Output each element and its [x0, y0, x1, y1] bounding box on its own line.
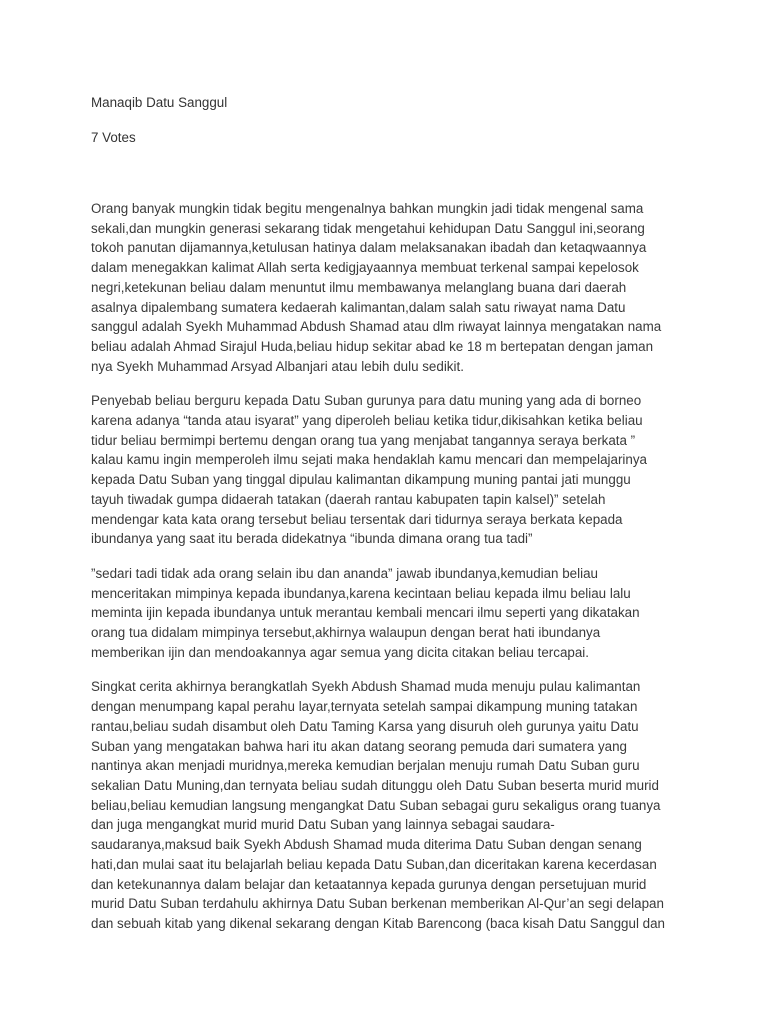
- paragraph-line: beliau adalah Ahmad Sirajul Huda,beliau hidup sekitar abad ke 18 m bertepatan dengan jaman: [91, 338, 654, 354]
- paragraph-line: beliau,beliau kemudian langsung mengangkat Datu Suban sebagai guru sekaligus orang tuanya: [91, 797, 661, 813]
- paragraph-line: dan sebuah kitab yang dikenal sekarang dengan Kitab Barencong (baca kisah Datu Sanggul dan: [91, 915, 665, 931]
- paragraph-line: ibundanya yang saat itu berada didekatnya “ibunda dimana orang tua tadi”: [91, 531, 533, 547]
- paragraph-line: dalam menegakkan kalimat Allah serta kedigjayaannya membuat terkenal sampai kepelosok: [91, 260, 639, 276]
- document-content: [91, 94, 691, 949]
- paragraph-line: ”sedari tadi tidak ada orang selain ibu dan ananda” jawab ibundanya,kemudian beliau: [91, 565, 598, 581]
- paragraph-line: orang tua didalam mimpinya tersebut,akhirnya walaupun dengan berat hati ibundanya: [91, 625, 601, 641]
- paragraph-line: kalau kamu ingin memperoleh ilmu sejati maka hendaklah kamu mencari dan mempelajarinya: [91, 452, 647, 468]
- paragraph-line: karena adanya “tanda atau isyarat” yang diperoleh beliau ketika tidur,dikisahkan ketika beliau: [91, 413, 643, 429]
- votes-count: 7 Votes: [91, 130, 136, 145]
- paragraph-line: negri,ketekunan beliau dalam menuntut ilmu membawanya melanglang buana dari daerah: [91, 279, 627, 295]
- paragraph-line: saudaranya,maksud baik Syekh Abdush Shamad muda diterima Datu Suban dengan senang: [91, 837, 642, 853]
- paragraph-line: memberikan ijin dan mendoakannya agar semua yang dicita citakan beliau tercapai.: [91, 644, 589, 660]
- paragraph-line: nya Syekh Muhammad Arsyad Albanjari atau lebih dulu sedikit.: [91, 358, 464, 374]
- paragraph-line: rantau,beliau sudah disambut oleh Datu Taming Karsa yang disuruh oleh gurunya yaitu Datu: [91, 718, 639, 734]
- paragraph-line: mendengar kata kata orang tersebut beliau tersentak dari tidurnya seraya berkata kepada: [91, 511, 623, 527]
- paragraph-line: dengan menumpang kapal perahu layar,ternyata setelah sampai dikampung muning tatakan: [91, 699, 638, 715]
- paragraph-line: murid Datu Suban terdahulu akhirnya Datu Suban berkenan memberikan Al-Qur’an segi delapan: [91, 896, 664, 912]
- paragraph-line: tokoh panutan dijamannya,ketulusan hatinya dalam melaksanakan ibadah dan ketaqwaannya: [91, 240, 647, 256]
- document-title: Manaqib Datu Sanggul: [91, 95, 228, 110]
- paragraph: [91, 199, 691, 376]
- paragraph-line: dan ketekunannya dalam belajar dan ketaatannya kepada gurunya dengan persetujuan murid: [91, 876, 647, 892]
- paragraph-line: tidur beliau bermimpi bertemu dengan orang tua yang menjabat tangannya seraya berkata ”: [91, 432, 636, 448]
- paragraph-line: kepada Datu Suban yang tinggal dipulau kalimantan dikampung muning pantai jati munggu: [91, 472, 631, 488]
- paragraph-line: sekali,dan mungkin generasi sekarang tidak mengetahui kehidupan Datu Sanggul ini,seorang: [91, 220, 645, 236]
- paragraph-line: Singkat cerita akhirnya berangkatlah Syekh Abdush Shamad muda menuju pulau kalimantan: [91, 679, 641, 695]
- paragraph-line: sanggul adalah Syekh Muhammad Abdush Shamad atau dlm riwayat lainnya mengatakan nama: [91, 319, 662, 335]
- paragraph-line: meminta ijin kepada ibundanya untuk merantau kembali mencari ilmu seperti yang dikatakan: [91, 605, 640, 621]
- paragraph: [91, 564, 691, 663]
- paragraph-line: sekalian Datu Muning,dan ternyata beliau sudah ditunggu oleh Datu Suban beserta murid murid: [91, 777, 659, 793]
- paragraph-line: Suban yang mengatakan bahwa hari itu akan datang seorang pemuda dari sumatera yang: [91, 738, 627, 754]
- paragraph-line: menceritakan mimpinya kepada ibundanya,karena kecintaan beliau kepada ilmu beliau lalu: [91, 585, 631, 601]
- paragraph-line: dan juga mengangkat murid murid Datu Suban yang lainnya sebagai saudara-: [91, 817, 555, 833]
- paragraph-line: hati,dan mulai saat itu belajarlah beliau kepada Datu Suban,dan diceritakan karena kecerdasan: [91, 856, 657, 872]
- paragraph-line: Orang banyak mungkin tidak begitu mengenalnya bahkan mungkin jadi tidak mengenal sama: [91, 201, 644, 216]
- paragraph: [91, 391, 691, 549]
- article-body: [91, 199, 691, 934]
- paragraph-line: asalnya dipalembang sumatera kedaerah kalimantan,dalam salah satu riwayat nama Datu: [91, 299, 626, 315]
- paragraph: [91, 677, 691, 933]
- paragraph-line: tayuh tiwadak gumpa didaerah tatakan (daerah rantau kabupaten tapin kalsel)” setelah: [91, 491, 606, 507]
- paragraph-line: nantinya akan menjadi muridnya,mereka kemudian berjalan menuju rumah Datu Suban guru: [91, 758, 640, 774]
- paragraph-line: Penyebab beliau berguru kepada Datu Suban gurunya para datu muning yang ada di borneo: [91, 393, 642, 409]
